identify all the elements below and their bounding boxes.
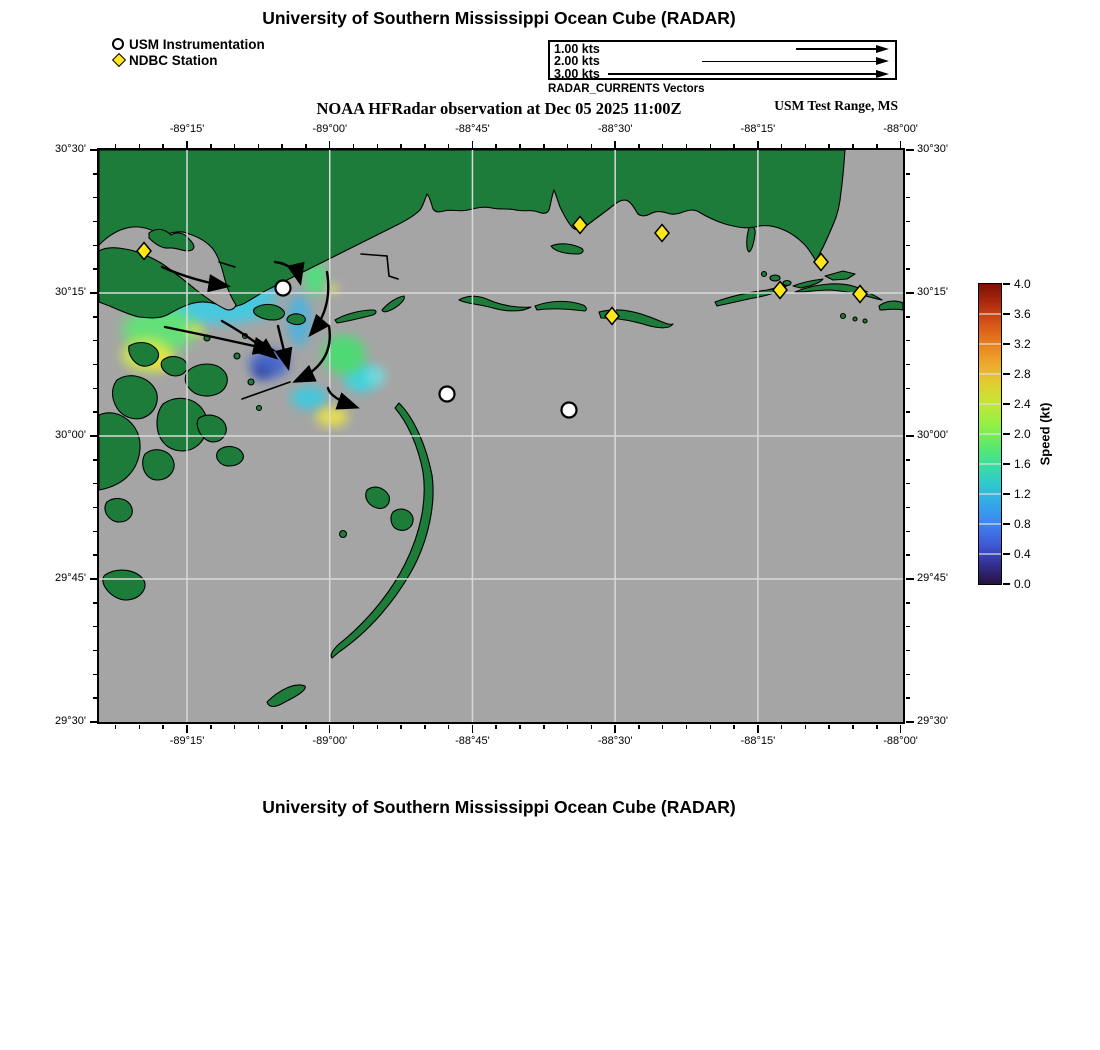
tick-mark bbox=[543, 144, 545, 148]
lon-tick-label: -88°00' bbox=[883, 123, 918, 135]
vector-scale-caption: RADAR_CURRENTS Vectors bbox=[548, 83, 705, 95]
colorbar-tick-label: 4.0 bbox=[1014, 276, 1031, 291]
tick-mark bbox=[258, 725, 260, 729]
lat-tick-label: 30°00' bbox=[55, 429, 86, 441]
colorbar-gridline bbox=[979, 523, 1001, 525]
tick-mark bbox=[90, 578, 98, 580]
tick-mark bbox=[591, 725, 593, 729]
colorbar-gridline bbox=[979, 493, 1001, 495]
colorbar-gridline bbox=[979, 433, 1001, 435]
lon-tick-label: -88°15' bbox=[740, 123, 776, 135]
land-layer bbox=[99, 150, 903, 707]
region-label: USM Test Range, MS bbox=[774, 98, 898, 113]
tick-mark bbox=[400, 144, 402, 148]
tick-mark bbox=[162, 144, 164, 148]
tick-mark bbox=[93, 197, 97, 199]
tick-mark bbox=[852, 725, 854, 729]
lon-tick-label: -88°45' bbox=[455, 735, 490, 747]
lat-tick-label: 29°45' bbox=[917, 572, 948, 584]
tick-mark bbox=[93, 554, 97, 556]
usm-instrumentation-marker bbox=[276, 281, 291, 296]
lat-tick-label: 30°15' bbox=[55, 286, 86, 298]
speed-colorbar bbox=[978, 276, 1053, 591]
tick-mark bbox=[906, 435, 914, 437]
tick-mark bbox=[591, 144, 593, 148]
current-arrow bbox=[328, 388, 356, 407]
tick-mark bbox=[906, 650, 910, 652]
tick-mark bbox=[686, 725, 688, 729]
tick-mark bbox=[93, 411, 97, 413]
tick-mark bbox=[90, 292, 98, 294]
tick-mark bbox=[93, 602, 97, 604]
tick-mark bbox=[638, 725, 640, 729]
tick-mark bbox=[852, 144, 854, 148]
tick-mark bbox=[305, 725, 307, 729]
tick-mark bbox=[906, 245, 910, 247]
vector-scale-arrowhead-icon bbox=[876, 45, 889, 53]
vector-scale-label: 1.00 kts bbox=[554, 41, 600, 56]
colorbar-gridline bbox=[979, 553, 1001, 555]
tick-mark bbox=[543, 725, 545, 729]
tick-mark bbox=[906, 221, 910, 223]
tick-mark bbox=[139, 725, 141, 729]
tick-mark bbox=[115, 144, 117, 148]
usm-instrumentation-icon bbox=[112, 38, 124, 50]
tick-mark bbox=[828, 144, 830, 148]
tick-mark bbox=[139, 144, 141, 148]
lat-tick-label: 30°30' bbox=[917, 143, 948, 155]
tick-mark bbox=[93, 531, 97, 533]
tick-mark bbox=[186, 141, 188, 149]
lon-tick-label: -89°15' bbox=[169, 735, 205, 747]
tick-mark bbox=[353, 725, 355, 729]
tick-mark bbox=[448, 144, 450, 148]
tick-mark bbox=[495, 144, 497, 148]
tick-mark bbox=[210, 144, 212, 148]
lon-tick-label: -89°00' bbox=[312, 735, 348, 747]
colorbar-title: Speed (kt) bbox=[1037, 402, 1053, 466]
tick-mark bbox=[281, 144, 283, 148]
vector-scale-shaft bbox=[796, 48, 877, 50]
tick-mark bbox=[93, 650, 97, 652]
tick-mark bbox=[93, 483, 97, 485]
tick-mark bbox=[448, 725, 450, 729]
colorbar-tick bbox=[1003, 403, 1010, 405]
lat-tick-label: 29°30' bbox=[917, 715, 948, 727]
tick-mark bbox=[733, 144, 735, 148]
tick-mark bbox=[638, 144, 640, 148]
tick-mark bbox=[906, 316, 910, 318]
vector-scale-shaft bbox=[702, 61, 877, 63]
lon-tick-label: -88°30' bbox=[597, 735, 633, 747]
colorbar-tick-label: 3.2 bbox=[1014, 336, 1031, 351]
tick-mark bbox=[90, 435, 98, 437]
tick-mark bbox=[329, 725, 331, 733]
colorbar-tick bbox=[1003, 583, 1010, 585]
tick-mark bbox=[329, 141, 331, 149]
colorbar-tick-label: 0.4 bbox=[1014, 546, 1031, 561]
vector-scale-label: 2.00 kts bbox=[554, 54, 600, 68]
tick-mark bbox=[377, 144, 379, 148]
tick-mark bbox=[258, 144, 260, 148]
tick-mark bbox=[400, 725, 402, 729]
current-arrow bbox=[165, 327, 272, 350]
lon-tick-label: -88°45' bbox=[455, 123, 490, 135]
colorbar-tick-label: 3.6 bbox=[1014, 306, 1031, 321]
tick-mark bbox=[353, 144, 355, 148]
observation-subtitle: NOAA HFRadar observation at Dec 05 2025 11:00Z bbox=[316, 99, 682, 118]
tick-mark bbox=[900, 141, 902, 149]
tick-mark bbox=[567, 144, 569, 148]
usm-instrumentation-label: USM Instrumentation bbox=[129, 37, 265, 52]
lon-tick-label: -89°15' bbox=[169, 123, 205, 135]
colorbar-tick bbox=[1003, 493, 1010, 495]
tick-mark bbox=[662, 144, 664, 148]
tick-mark bbox=[710, 144, 712, 148]
tick-mark bbox=[93, 674, 97, 676]
tick-mark bbox=[519, 725, 521, 729]
colorbar-tick bbox=[1003, 313, 1010, 315]
colorbar-tick bbox=[1003, 373, 1010, 375]
tick-mark bbox=[781, 725, 783, 729]
tick-mark bbox=[472, 141, 474, 149]
colorbar-tick bbox=[1003, 463, 1010, 465]
tick-mark bbox=[710, 725, 712, 729]
current-arrow bbox=[311, 272, 328, 334]
tick-mark bbox=[906, 531, 910, 533]
tick-mark bbox=[805, 144, 807, 148]
tick-mark bbox=[906, 411, 910, 413]
tick-mark bbox=[906, 292, 914, 294]
tick-mark bbox=[906, 173, 910, 175]
vector-scale-shaft bbox=[608, 73, 877, 75]
tick-mark bbox=[93, 173, 97, 175]
usm-instrumentation-marker bbox=[440, 387, 455, 402]
tick-mark bbox=[906, 674, 910, 676]
tick-mark bbox=[906, 268, 910, 270]
vector-scale-arrowhead-icon bbox=[876, 70, 889, 78]
tick-mark bbox=[472, 725, 474, 733]
tick-mark bbox=[906, 459, 910, 461]
tick-mark bbox=[93, 626, 97, 628]
tick-mark bbox=[906, 602, 910, 604]
tick-mark bbox=[93, 388, 97, 390]
tick-mark bbox=[733, 725, 735, 729]
tick-mark bbox=[614, 725, 616, 733]
tick-mark bbox=[906, 721, 914, 723]
lon-tick-label: -88°15' bbox=[740, 735, 776, 747]
tick-mark bbox=[906, 626, 910, 628]
tick-mark bbox=[93, 245, 97, 247]
tick-mark bbox=[210, 725, 212, 729]
tick-mark bbox=[614, 141, 616, 149]
tick-mark bbox=[305, 144, 307, 148]
tick-mark bbox=[906, 697, 910, 699]
tick-mark bbox=[757, 141, 759, 149]
usm-instrumentation-marker bbox=[562, 403, 577, 418]
tick-mark bbox=[906, 197, 910, 199]
tick-mark bbox=[906, 507, 910, 509]
current-arrow bbox=[278, 326, 288, 367]
tick-mark bbox=[906, 578, 914, 580]
tick-mark bbox=[424, 725, 426, 729]
colorbar-tick bbox=[1003, 343, 1010, 345]
tick-mark bbox=[662, 725, 664, 729]
colorbar-gridline bbox=[979, 343, 1001, 345]
colorbar-gridline bbox=[979, 313, 1001, 315]
tick-mark bbox=[93, 697, 97, 699]
tick-mark bbox=[906, 364, 910, 366]
tick-mark bbox=[93, 507, 97, 509]
tick-mark bbox=[234, 144, 236, 148]
tick-mark bbox=[495, 725, 497, 729]
lat-tick-label: 29°30' bbox=[55, 715, 86, 727]
tick-mark bbox=[93, 459, 97, 461]
tick-mark bbox=[805, 725, 807, 729]
tick-mark bbox=[757, 725, 759, 733]
current-arrow bbox=[296, 326, 330, 381]
lat-tick-label: 30°00' bbox=[917, 429, 948, 441]
tick-mark bbox=[906, 483, 910, 485]
tick-mark bbox=[906, 340, 910, 342]
colorbar-tick-label: 2.8 bbox=[1014, 366, 1031, 381]
tick-mark bbox=[781, 144, 783, 148]
map-vector-graphics bbox=[99, 150, 903, 722]
tick-mark bbox=[93, 221, 97, 223]
colorbar-gridline bbox=[979, 463, 1001, 465]
tick-mark bbox=[162, 725, 164, 729]
vector-scale-label: 3.00 kts bbox=[554, 66, 600, 81]
tick-mark bbox=[900, 725, 902, 733]
tick-mark bbox=[519, 144, 521, 148]
figure-title-top: University of Southern Mississippi Ocean Cube (RADAR) bbox=[262, 8, 736, 28]
tick-mark bbox=[93, 268, 97, 270]
colorbar-gridline bbox=[979, 373, 1001, 375]
tick-mark bbox=[93, 340, 97, 342]
lon-tick-label: -89°00' bbox=[312, 123, 348, 135]
colorbar-tick-label: 2.4 bbox=[1014, 396, 1031, 411]
colorbar-tick-label: 1.6 bbox=[1014, 456, 1031, 471]
ndbc-station-label: NDBC Station bbox=[129, 53, 218, 68]
lon-tick-label: -88°30' bbox=[597, 123, 633, 135]
colorbar-tick-label: 0.0 bbox=[1014, 576, 1031, 591]
tick-mark bbox=[876, 725, 878, 729]
vector-scale-arrowhead-icon bbox=[876, 57, 889, 65]
tick-mark bbox=[424, 144, 426, 148]
colorbar-tick-label: 1.2 bbox=[1014, 486, 1031, 501]
tick-mark bbox=[828, 725, 830, 729]
colorbar-tick-label: 0.8 bbox=[1014, 516, 1031, 531]
colorbar-tick bbox=[1003, 283, 1010, 285]
current-arrow bbox=[222, 321, 275, 357]
tick-mark bbox=[906, 388, 910, 390]
tick-mark bbox=[281, 725, 283, 729]
tick-mark bbox=[186, 725, 188, 733]
tick-mark bbox=[377, 725, 379, 729]
colorbar-tick bbox=[1003, 553, 1010, 555]
lat-tick-label: 30°30' bbox=[55, 143, 86, 155]
tick-mark bbox=[93, 316, 97, 318]
colorbar-tick-label: 2.0 bbox=[1014, 426, 1031, 441]
chandeleur-islands bbox=[331, 403, 433, 658]
lat-tick-label: 29°45' bbox=[55, 572, 86, 584]
tick-mark bbox=[93, 364, 97, 366]
tick-mark bbox=[234, 725, 236, 729]
tick-mark bbox=[906, 149, 914, 151]
colorbar-tick bbox=[1003, 433, 1010, 435]
ndbc-station-icon bbox=[112, 53, 126, 67]
colorbar-gridline bbox=[979, 403, 1001, 405]
map-panel bbox=[55, 123, 948, 747]
tick-mark bbox=[90, 149, 98, 151]
tick-mark bbox=[567, 725, 569, 729]
lat-tick-label: 30°15' bbox=[917, 286, 948, 298]
tick-mark bbox=[686, 144, 688, 148]
colorbar-tick bbox=[1003, 523, 1010, 525]
tick-mark bbox=[906, 554, 910, 556]
figure-title-bottom: University of Southern Mississippi Ocean Cube (RADAR) bbox=[262, 797, 736, 817]
tick-mark bbox=[115, 725, 117, 729]
ndbc-station-marker bbox=[655, 225, 669, 242]
tick-mark bbox=[876, 144, 878, 148]
vector-scale-box bbox=[548, 40, 897, 80]
tick-mark bbox=[90, 721, 98, 723]
lon-tick-label: -88°00' bbox=[883, 735, 918, 747]
current-line bbox=[361, 254, 398, 279]
